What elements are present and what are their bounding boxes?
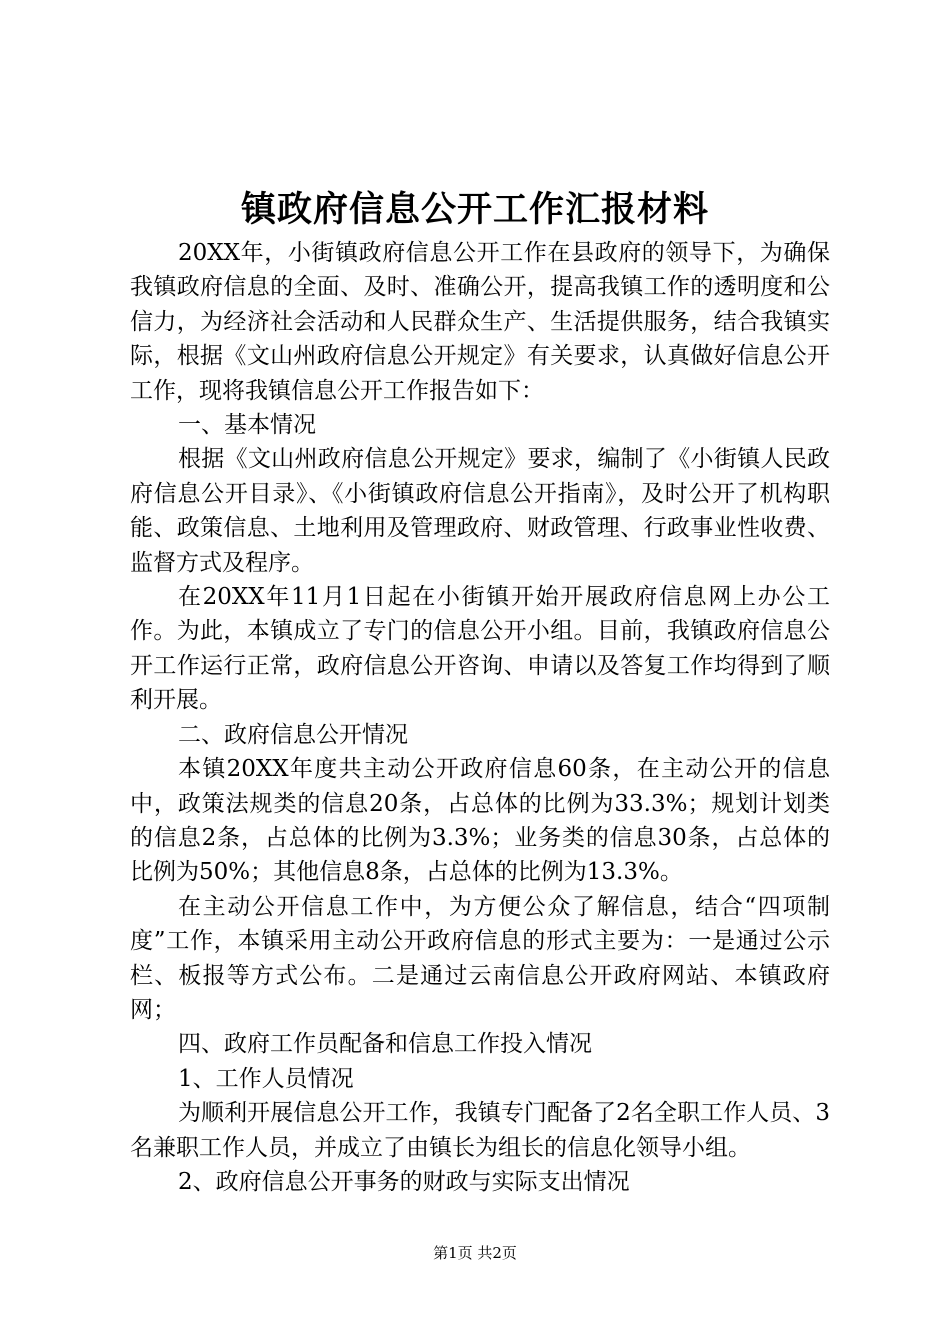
- page-number-footer: 第1页 共2页: [433, 1244, 517, 1262]
- paragraph-disclosure-1: 本镇20XX年度共主动公开政府信息60条，在主动公开的信息中，政策法规类的信息20条，占总体的比例为33.3%；规划计划类的信息2条，占总体的比例为3.3%；业务类的信息30条，占总体的比例为50%；其他信息8条，占总体的比例为13.3%。: [130, 756, 830, 886]
- section-heading-staffing: 四、政府工作员配备和信息工作投入情况: [178, 1031, 592, 1058]
- subheading-finance: 2、政府信息公开事务的财政与实际支出情况: [178, 1168, 630, 1195]
- subheading-staff: 1、工作人员情况: [178, 1065, 354, 1092]
- paragraph-basic-1: 根据《文山州政府信息公开规定》要求，编制了《小街镇人民政府信息公开目录》、《小街镇政府信息公开指南》，及时公开了机构职能、政策信息、土地利用及管理政府、财政管理、行政事业性收费、监督方式及程序。: [130, 446, 830, 576]
- paragraph-basic-2: 在20XX年11月1日起在小街镇开始开展政府信息网上办公工作。为此，本镇成立了专门的信息公开小组。目前，我镇政府信息公开工作运行正常，政府信息公开咨询、申请以及答复工作均得到了顺利开展。: [130, 584, 830, 714]
- document-title: 镇政府信息公开工作汇报材料: [240, 189, 709, 230]
- section-heading-basic: 一、基本情况: [178, 412, 316, 439]
- paragraph-staff: 为顺利开展信息公开工作，我镇专门配备了2名全职工作人员、3名兼职工作人员，并成立了由镇长为组长的信息化领导小组。: [130, 1100, 830, 1161]
- paragraph-disclosure-2: 在主动公开信息工作中，为方便公众了解信息，结合“四项制度”工作，本镇采用主动公开政府信息的形式主要为：一是通过公示栏、板报等方式公布。二是通过云南信息公开政府网站、本镇政府网；: [130, 893, 830, 1023]
- paragraph-intro: 20XX年，小街镇政府信息公开工作在县政府的领导下，为确保我镇政府信息的全面、及时、准确公开，提高我镇工作的透明度和公信力，为经济社会活动和人民群众生产、生活提供服务，结合我镇实际，根据《文山州政府信息公开规定》有关要求，认真做好信息公开工作，现将我镇信息公开工作报告如下：: [130, 240, 830, 404]
- document-body: [130, 236, 830, 1199]
- section-heading-disclosure: 二、政府信息公开情况: [178, 721, 408, 748]
